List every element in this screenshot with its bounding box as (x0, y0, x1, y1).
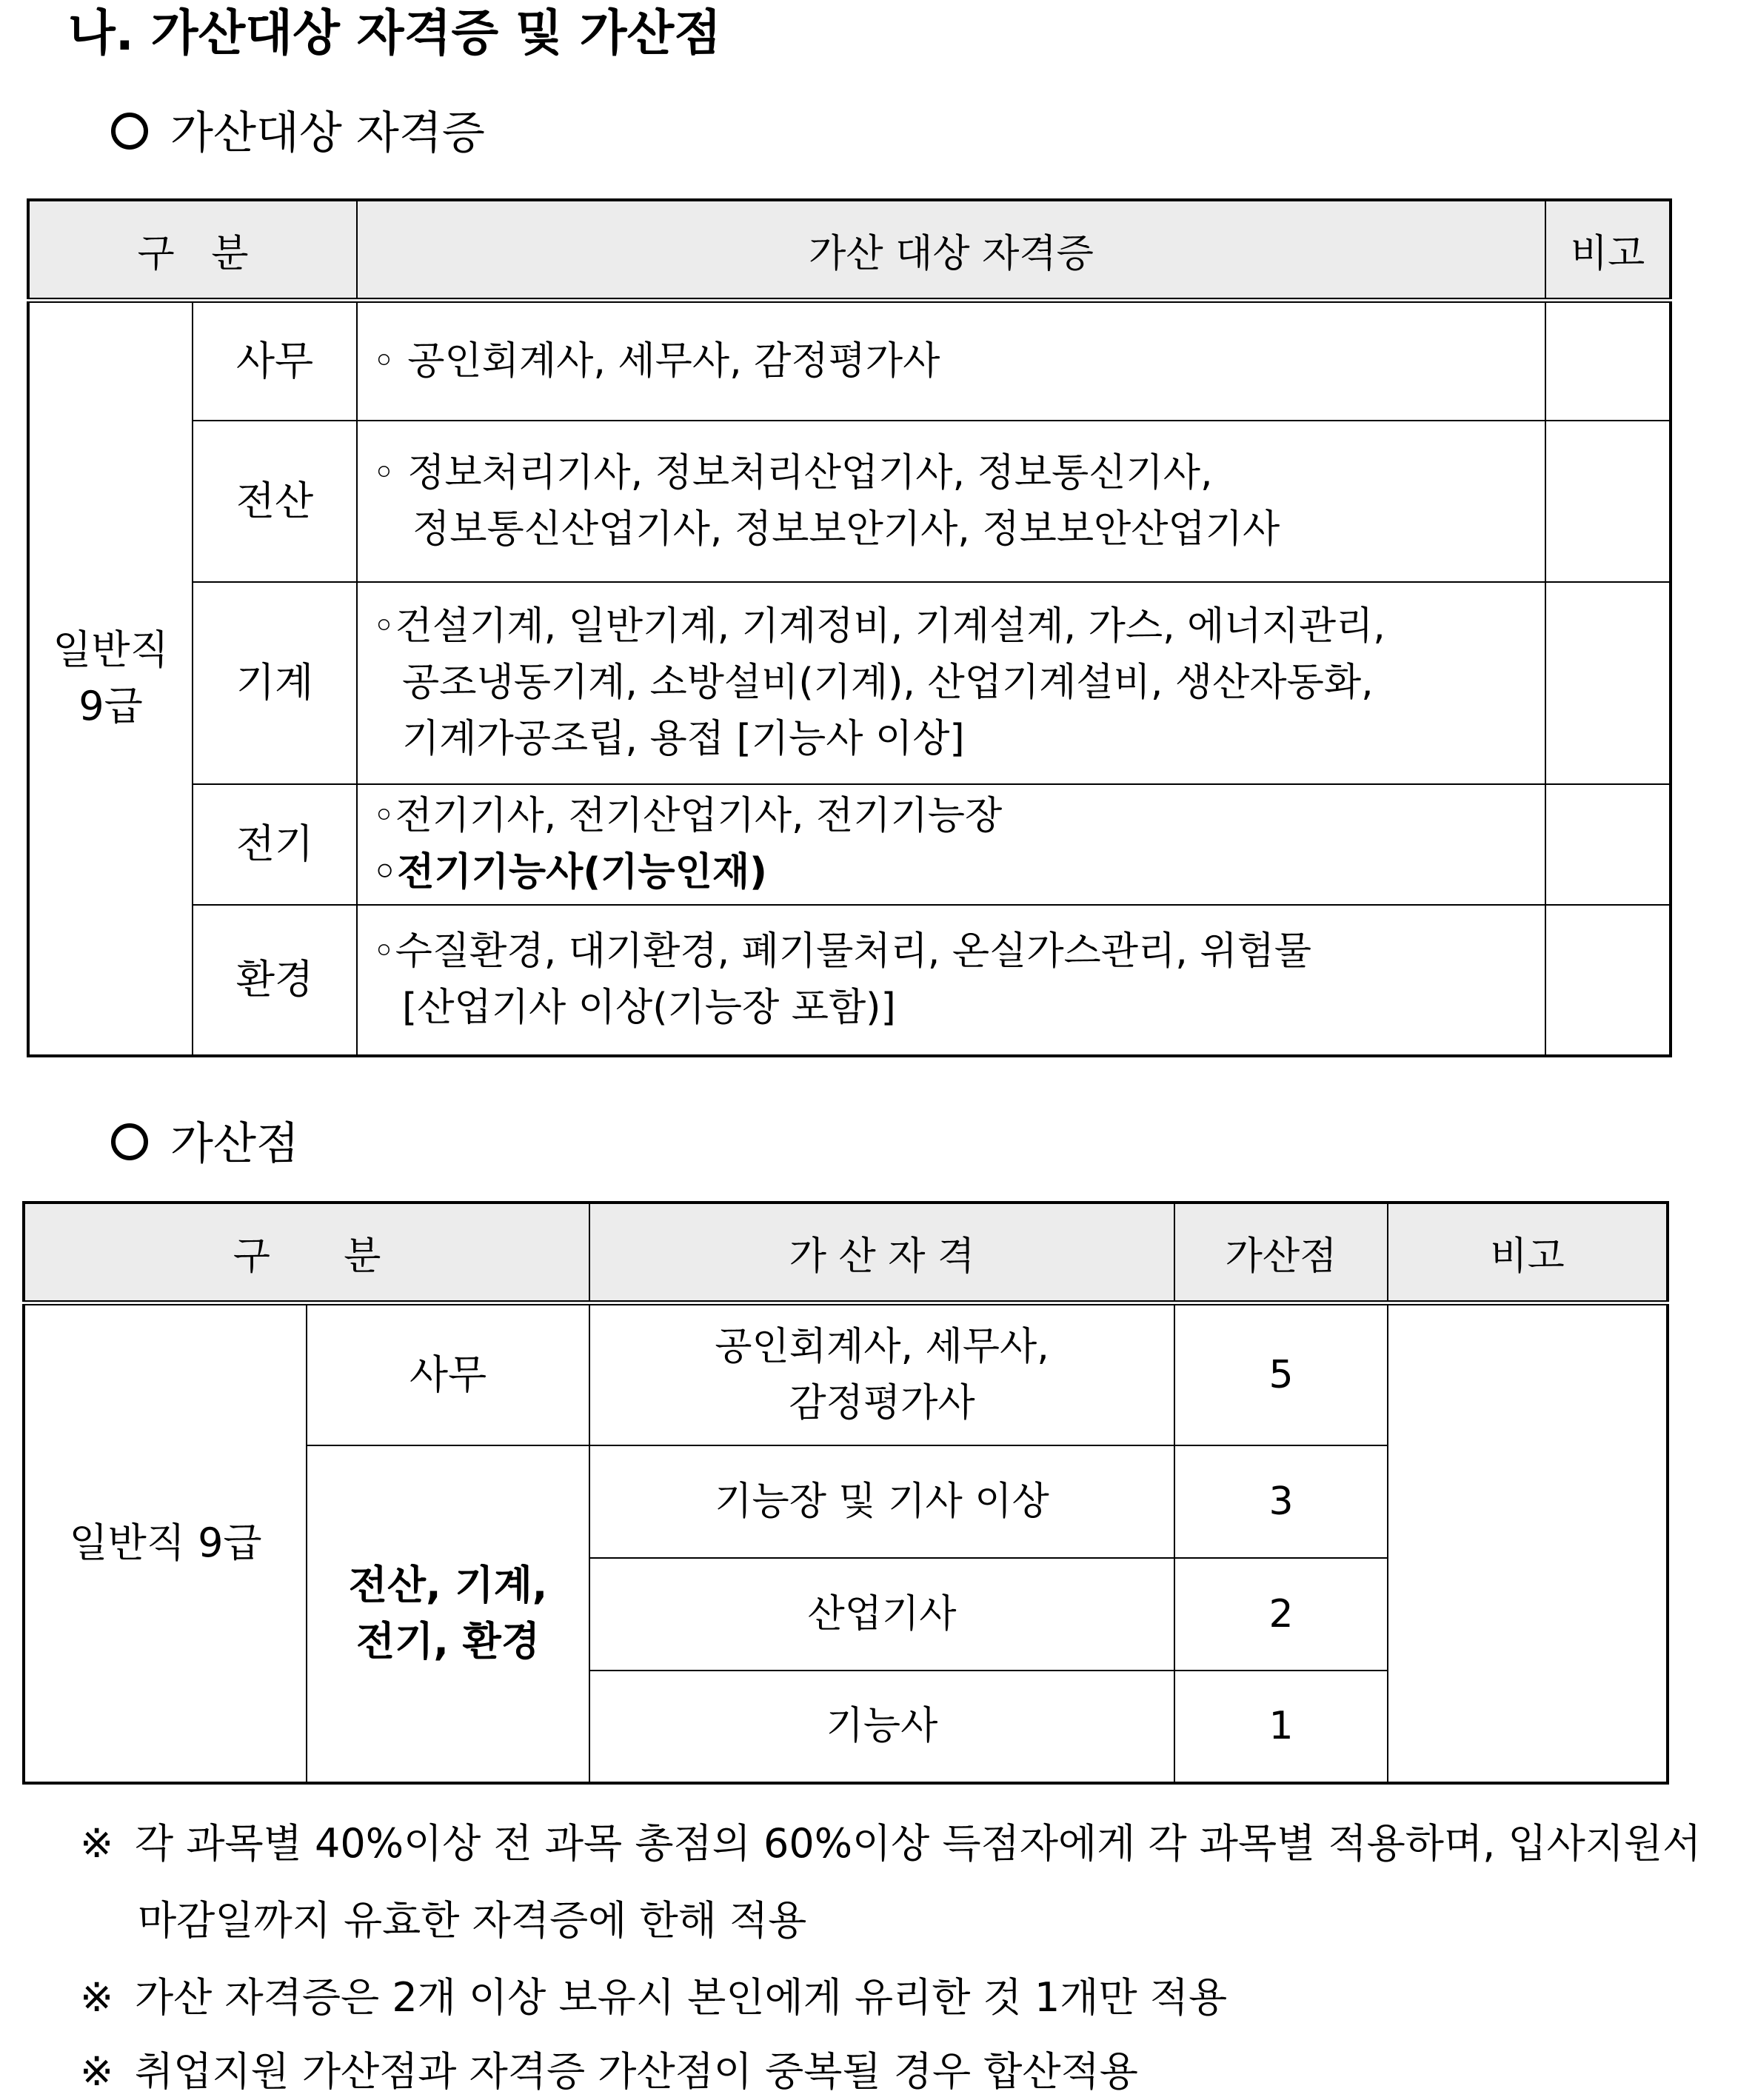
remark-cell (1545, 582, 1671, 784)
qualification-master-engineer: 기능장 및 기사 이상 (589, 1445, 1174, 1558)
header-certificates: 가산 대상 자격증 (357, 200, 1545, 301)
points-master-engineer: 3 (1174, 1445, 1388, 1558)
category-machinery: 기계 (193, 582, 357, 784)
category-electric: 전기 (193, 784, 357, 905)
group-cell: 일반직 9급 (24, 1303, 307, 1783)
header-remark: 비고 (1388, 1203, 1668, 1303)
subsection-title-points: 가산점 (111, 1114, 299, 1174)
reference-mark: ※ (80, 2048, 114, 2095)
header-category: 구 분 (24, 1203, 589, 1303)
qualification-industrial-engineer: 산업기사 (589, 1558, 1174, 1671)
header-category: 구 분 (28, 200, 357, 301)
points-industrial-engineer: 2 (1174, 1558, 1388, 1671)
points-table (22, 1201, 1669, 1785)
note-1-continued: 마감일까지 유효한 자격증에 한해 적용 (138, 1897, 807, 1944)
remark-cell (1545, 421, 1671, 582)
qualification-craftsman: 기능사 (589, 1671, 1174, 1783)
certs-it: ◦ 정보처리기사, 정보처리산업기사, 정보통신기사, 정보통신산업기사, 정보보안기사, 정보보안산업기사 (357, 421, 1545, 582)
remark-cell (1545, 301, 1671, 421)
category-environment: 환경 (193, 905, 357, 1056)
reference-mark: ※ (80, 1820, 114, 1867)
category-technical: 전산, 기계, 전기, 환경 (307, 1445, 589, 1783)
certs-office: ◦ 공인회계사, 세무사, 감정평가사 (357, 301, 1545, 421)
group-cell: 일반직 9급 (28, 301, 193, 1056)
note-3: ※ 취업지원 가산점과 자격증 가산점이 중복될 경우 합산적용 (80, 2044, 1138, 2100)
remark-cell (1545, 905, 1671, 1056)
subsection-title-certificates: 가산대상 자격증 (111, 104, 485, 163)
remark-cell (1545, 784, 1671, 905)
certs-environment: ◦수질환경, 대기환경, 폐기물처리, 온실가스관리, 위험물 [산업기사 이상(기능장 포함)] (357, 905, 1545, 1056)
header-qualification: 가 산 자 격 (589, 1203, 1174, 1303)
category-it: 전산 (193, 421, 357, 582)
reference-mark: ※ (80, 1974, 114, 2021)
note-1: ※ 각 과목별 40%이상 전 과목 총점의 60%이상 득점자에게 각 과목별 적용하며, 입사지원서 (80, 1816, 1701, 1872)
category-office: 사무 (193, 301, 357, 421)
certs-electric: ◦전기기사, 전기산업기사, 전기기능장 ◦전기기능사(기능인재) (357, 784, 1545, 905)
circle-bullet-icon (111, 113, 148, 150)
points-office: 5 (1174, 1303, 1388, 1445)
note-2: ※ 가산 자격증은 2개 이상 보유시 본인에게 유리한 것 1개만 적용 (80, 1970, 1227, 2026)
section-heading: 나. 가산대상 자격증 및 가산점 (68, 4, 722, 61)
points-craftsman: 1 (1174, 1671, 1388, 1783)
certs-machinery: ◦건설기계, 일반기계, 기계정비, 기계설계, 가스, 에너지관리, 공조냉동기계, 소방설비(기계), 산업기계설비, 생산자동화, 기계가공조립, 용접 [기능사 이상] (357, 582, 1545, 784)
category-office: 사무 (307, 1303, 589, 1445)
certificates-table (27, 198, 1672, 1057)
remark-cell (1388, 1303, 1668, 1783)
circle-bullet-icon (111, 1123, 148, 1160)
header-points: 가산점 (1174, 1203, 1388, 1303)
qualification-office: 공인회계사, 세무사, 감정평가사 (589, 1303, 1174, 1445)
header-remark: 비고 (1545, 200, 1671, 301)
